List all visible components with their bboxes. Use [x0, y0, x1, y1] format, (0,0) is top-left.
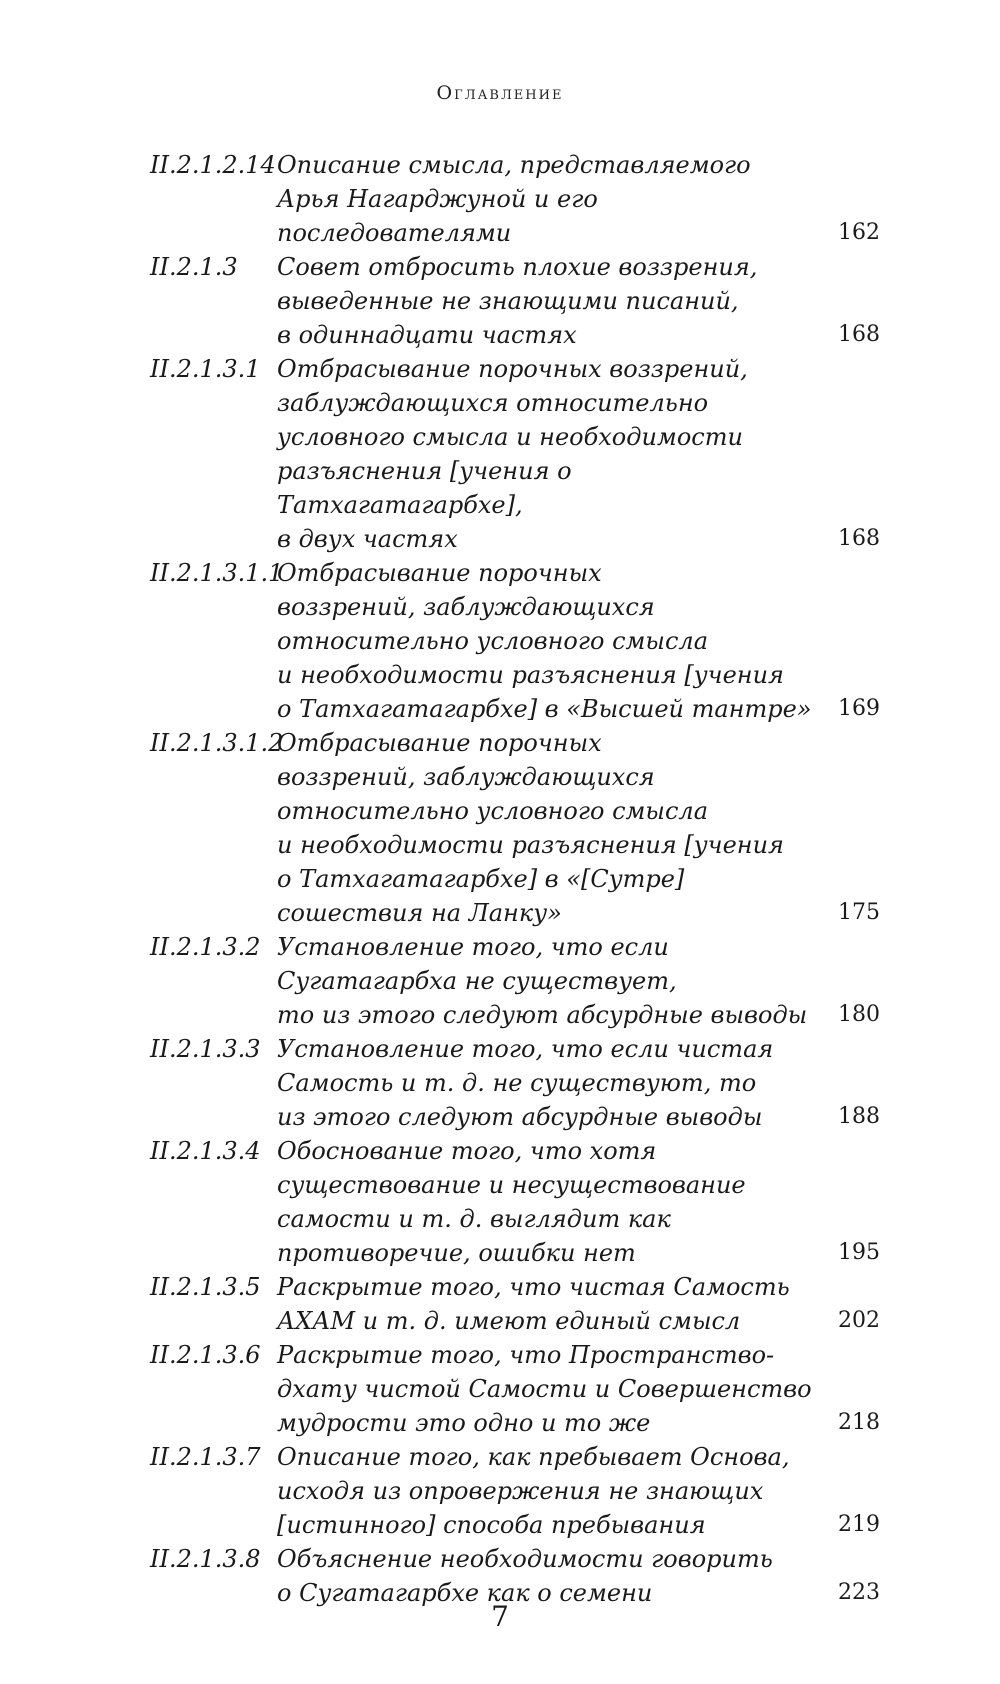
page-reference: 219	[838, 1512, 880, 1537]
section-title: Раскрытие того, что Пространство- дхату чистой Самости и Совершенство мудрости это одно и то же	[277, 1341, 812, 1437]
section-title: Установление того, что если Сугатагарбха не существует, то из этого следуют абсурдные выводы	[277, 933, 808, 1029]
section-title: Описание того, как пребывает Основа, исходя из опровержения не знающих [истинного] способа пребывания	[277, 1443, 790, 1539]
page-reference: 169	[838, 696, 880, 721]
section-title: Отбрасывание порочных воззрений, заблуждающихся относительно условного смысла и необходимости разъяснения [учения о Татхагатагарбхе] в «[Сутре] сошествия на Ланку»	[277, 729, 784, 927]
section-number: II.2.1.2.14	[150, 151, 276, 179]
running-header: Оглавление	[436, 82, 564, 104]
page-reference: 218	[838, 1410, 880, 1435]
section-title: Объяснение необходимости говорить о Сугатагарбхе как о семени	[277, 1545, 773, 1607]
toc-entry	[150, 148, 880, 250]
section-number: II.2.1.3.8	[150, 1545, 261, 1573]
toc-entry	[150, 930, 880, 1032]
section-number: II.2.1.3.3	[150, 1035, 261, 1063]
toc-entry	[150, 726, 880, 930]
section-number: II.2.1.3.7	[150, 1443, 261, 1471]
section-title: Совет отбросить плохие воззрения, выведенные не знающими писаний, в одиннадцати частях	[277, 253, 758, 349]
toc-entry	[150, 352, 880, 556]
section-number: II.2.1.3.5	[150, 1273, 261, 1301]
page-reference: 168	[838, 322, 880, 347]
section-number: II.2.1.3.2	[150, 933, 261, 961]
toc-entry	[150, 1440, 880, 1542]
section-number: II.2.1.3.4	[150, 1137, 261, 1165]
toc-entry	[150, 250, 880, 352]
page-reference: 223	[838, 1580, 880, 1605]
section-title: Отбрасывание порочных воззрений, заблуждающихся относительно условного смысла и необходимости разъяснения [учения о Татхагатагарбхе] в «Высшей тантре»	[277, 559, 812, 723]
page-reference: 168	[838, 526, 880, 551]
toc-entry	[150, 1032, 880, 1134]
page-reference: 180	[838, 1002, 880, 1027]
section-title: Описание смысла, представляемого Арья Нагарджуной и его последователями	[277, 151, 751, 247]
toc-entry	[150, 556, 880, 726]
page-number: 7	[491, 1600, 509, 1633]
table-of-contents	[150, 148, 880, 1610]
section-title: Отбрасывание порочных воззрений, заблуждающихся относительно условного смысла и необходимости разъяснения [учения о Татхагатагарбхе], в двух частях	[277, 355, 748, 553]
page-reference: 188	[838, 1104, 880, 1129]
section-number: II.2.1.3	[150, 253, 238, 281]
page-reference: 175	[838, 900, 880, 925]
section-number: II.2.1.3.1.2	[150, 729, 284, 757]
toc-entry	[150, 1134, 880, 1270]
section-title: Установление того, что если чистая Самость и т. д. не существуют, то из этого следуют абсурдные выводы	[277, 1035, 774, 1131]
section-number: II.2.1.3.1.1	[150, 559, 284, 587]
toc-entry	[150, 1270, 880, 1338]
section-title: Раскрытие того, что чистая Самость АХАМ и т. д. имеют единый смысл	[277, 1273, 790, 1335]
section-title: Обоснование того, что хотя существование и несуществование самости и т. д. выглядит как противоречие, ошибки нет	[277, 1137, 746, 1267]
page-reference: 202	[838, 1308, 880, 1333]
toc-entry	[150, 1338, 880, 1440]
page-reference: 162	[838, 220, 880, 245]
page-reference: 195	[838, 1240, 880, 1265]
section-number: II.2.1.3.6	[150, 1341, 261, 1369]
section-number: II.2.1.3.1	[150, 355, 261, 383]
